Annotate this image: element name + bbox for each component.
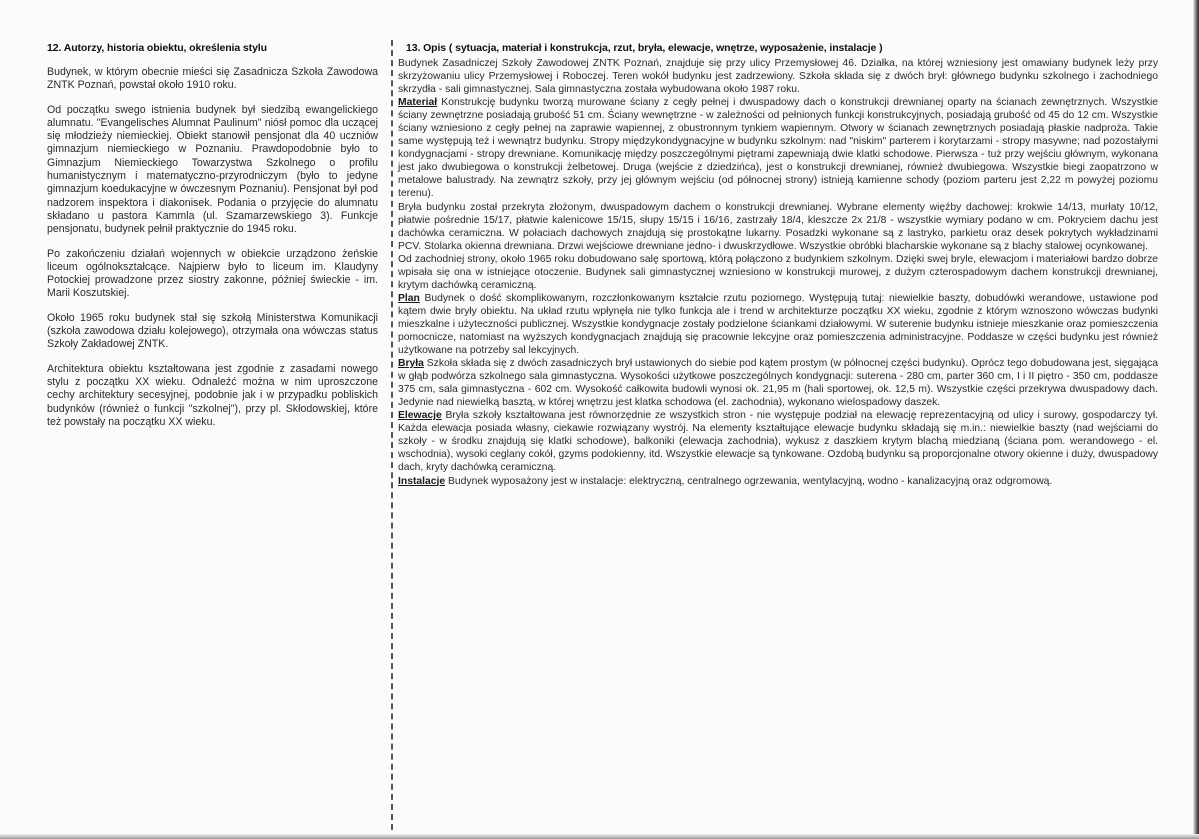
material-paragraph [398,96,1158,200]
bryla-paragraph [398,357,1158,409]
left-column [47,42,378,440]
history-paragraph-3: Po zakończeniu działań wojennych w obiekcie urządzono żeńskie liceum ogólnokształcące. Najpierw było to liceum im. Klaudyny Potockiej prowadzone przez siostry zakonne, później świeckie - im. Marii Koszutskiej. [47,247,378,300]
history-paragraph-2: Od początku swego istnienia budynek był siedzibą ewangelickiego alumnatu. "Evangelisches Alumnat Paulinum" niósł pomoc dla uczącej się młodzieży niemieckiej. Obiekt stanowił pensjonat dla 40 uczniów gimnazjum niemieckiego w Poznaniu. Prawdopodobnie było to Gimnazjum Niemieckiego Towarzystwa Szkolnego o profilu humanistycznym i matematyczno-przyrodniczym (było to jedyne gimnazjum koedukacyjne w ówczesnym Poznaniu). Pensjonat był pod nadzorem inspektora i diakonisek. Podania o przyjęcie do alumnatu składano u pastora Kammla (ul. Szamarzewskiego 3). Funkcje pensjonatu, budynek pełnił praktycznie do 1945 roku. [47,103,378,236]
bryla-label: Bryła [398,358,424,370]
elewacje-label: Elewacje [398,410,442,422]
right-column [398,42,1158,488]
plan-text: Budynek o dość skomplikowanym, rozczłonkowanym kształcie rzutu poziomego. Występują tutaj: niewielkie baszty, dobudówki werandowe, ustawione pod kątem dwie bryły obiektu. Na układ rzutu wpłynęła nie tylko funkcja ale i trend w architekturze początku XX wieku, zgodnie z którym wznoszono wówczas budynki mieszkalne i użyteczności publicznej. Wszystkie kondygnacje zostały podzielone ściankami działowymi. W suterenie budynku istnieje mieszkanie oraz pomieszczenia pomocnicze, natomiast na wyższych kondygnacjach znajdują się pracownie lekcyjne oraz pomieszczenia administracyjne. Poddasze w części budynku jest również użytkowane na potrzeby sal lekcyjnych. [398,292,1158,357]
plan-paragraph [398,292,1158,357]
elewacje-paragraph [398,409,1158,474]
history-paragraph-4: Około 1965 roku budynek stał się szkołą Ministerstwa Komunikacji (szkoła zawodowa działu kolejowego), otrzymała ona wówczas status Szkoły Zakładowej ZNTK. [47,311,378,351]
intro-paragraph: Budynek Zasadniczej Szkoły Zawodowej ZNTK Poznań, znajduje się przy ulicy Przemysłowej 46. Działka, na której wzniesiony jest omawiany budynek leży przy skrzyżowaniu ulicy Przemysłowej i Roboczej. Teren wokół budynku jest zadrzewiony. Szkoła składa się z dwóch brył: głównego budynku szkolnego i zachodniego skrzydła - sali gimnastycznej. Sala gimnastyczna została wybudowana około 1987 roku. [398,58,1158,96]
material-label: Materiał [398,97,438,109]
material-text: Konstrukcję budynku tworzą murowane ściany z cegły pełnej i dwuspadowy dach o konstrukcji drewnianej oparty na ścianach zewnętrznych. Wszystkie ściany zewnętrzne posiadają grubość 51 cm. Ściany wewnętrzne - w zależności od pełnionych funkcji konstrukcyjnych, posiadają grubość od 45 do 12 cm. Wszystkie ściany wzniesiono z cegły pełnej na zaprawie wapiennej, z obustronnym tynkiem wapiennym. Otwory w ścianach zewnętrznych posiadają płaskie nadproża. Takie same występują też i wewnątrz budynku. Stropy międzykondygnacyjne w budynku szkolnym: nad "niskim" parterem i korytarzami - stropy masywne; nad pozostałymi kondygnacjami - stropy drewniane. Komunikację między poszczególnymi piętrami zapewniają dwie klatki schodowe. Pierwsza - tuż przy wejściu głównym, wykonana jest jako dwubiegowa o konstrukcji żelbetowej. Druga (wejście z dziedzińca), jest o konstrukcji drewnianej, również dwubiegowa. Wszystkie biegi zaopatrzono w metalowe balustrady. Na zewnątrz szkoły, przy jej głównym wejściu (od północnej strony) istnieją kamienne schody (poziom parteru jest 2,22 m powyżej poziomu terenu). [398,97,1158,200]
scan-edge-right [1193,0,1199,839]
plan-label: Plan [398,292,420,304]
history-paragraph-1: Budynek, w którym obecnie mieści się Zasadnicza Szkoła Zawodowa ZNTK Poznań, powstał około 1910 roku. [47,66,378,92]
history-paragraph-5: Architektura obiektu kształtowana jest zgodnie z zasadami nowego stylu z początku XX wieku. Odnaleźć można w nim uproszczone cechy architektury secesyjnej, podobnie jak i w przypadku pobliskich budynków (również o funkcji "szkolnej"), przy pl. Skłodowskiej, które też powstały na początku XX wieku. [47,362,378,428]
bryla-text: Szkoła składa się z dwóch zasadniczych brył ustawionych do siebie pod kątem prostym (w północnej części budynku). Oprócz tego dobudowana jest, sięgająca w głąb podwórza szkolnego sala gimnastyczna. Wysokości użytkowe poszczególnych kondygnacji: suterena - 280 cm, parter 360 cm, I i II piętro - 350 cm, poddasze 375 cm, sala gimnastyczna - 602 cm. Wysokość całkowita budowli wynosi ok. 21,95 m (hali sportowej, ok. 12,5 m). Wszystkie części przekrywa dwuspadowy dach. Jedynie nad niewielką basztą, w której wnętrzu jest klatka schodowa (el. zachodnia), wykonano wielospadowy daszek. [398,358,1158,409]
roof-paragraph: Bryła budynku został przekryta złożonym, dwuspadowym dachem o konstrukcji drewnianej. Wybrane elementy więźby dachowej: krokwie 14/13, murłaty 10/12, płatwie pośrednie 15/17, płatwie kalenicowe 15/15, słupy 15/15 i 16/16, zastrzały 18/4, kleszcze 2x 21/8 - wszystkie wymiary podano w cm. Pokryciem dachu jest dachówka ceramiczna. W połaciach dachowych znajdują się prostokątne lukarny. Posadzki wykonane są z lastryko, parkietu oraz desek pokrytych wykładzinami PCV. Stolarka okienna drewniana. Drzwi wejściowe drewniane jedno- i dwuskrzydłowe. Wszystkie obróbki blacharskie wykonane są z blachy stalowej ocynkowanej. [398,201,1158,252]
scan-edge-bottom [0,834,1199,839]
section-12-heading: 12. Autorzy, historia obiektu, określenia stylu [47,42,267,54]
instalacje-paragraph [398,475,1158,488]
section-13-heading: 13. Opis ( sytuacja, materiał i konstrukcja, rzut, bryła, elewacje, wnętrze, wyposażenie, instalacje ) [406,42,883,54]
gym-paragraph: Od zachodniej strony, około 1965 roku dobudowano salę sportową, którą połączono z budynkiem szkolnym. Dzięki swej bryle, elewacjom i materiałowi bardzo dobrze wpisała się ona w istniejące otoczenie. Budynek sali gimnastycznej wzniesiono w konstrukcji murowej, z dużym czterospadowym dachem konstrukcji drewnianej, krytym dachówką ceramiczną. [398,253,1158,291]
instalacje-label: Instalacje [398,475,446,487]
elewacje-text: Bryła szkoły kształtowana jest równorzędnie ze wszystkich stron - nie występuje podział na elewację reprezentacyjną od ulicy i surowy, gospodarczy tył. Każda elewacja posiada własny, ciekawie rozwiązany wystrój. Na elementy kształtujące elewacje budynku składają się m.in.: niewielkie baszty (nad wejściami do szkoły - w środku znajdują się klatki schodowe), balkoniki (elewacja zachodnia), wykusz z daszkiem krytym blachą miedzianą (ściana pom. werandowego - el. wschodnia), wysoki ceglany cokół, gzyms podokienny, itd. Wszystkie elewacje są tynkowane. Ozdobą budynku są proporcjonalne otwory okienne i duży, dwuspadowy dach, kryty dachówką ceramiczną. [398,410,1158,474]
column-divider [391,40,393,830]
instalacje-text: Budynek wyposażony jest w instalacje: elektryczną, centralnego ogrzewania, wentylacyjną, wodno - kanalizacyjną oraz odgromową. [445,475,1053,487]
